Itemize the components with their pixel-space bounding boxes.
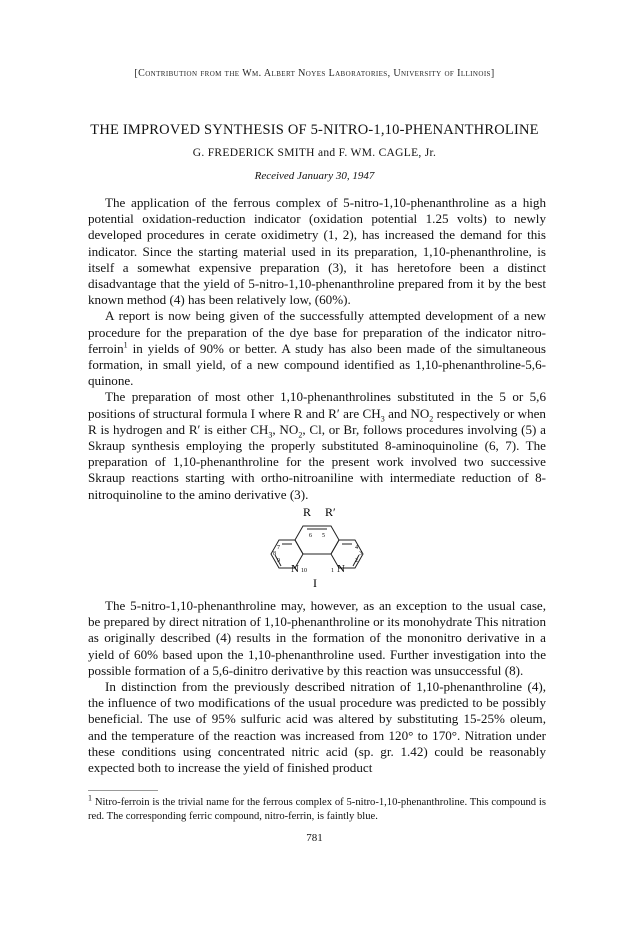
svg-text:1: 1	[331, 568, 334, 574]
paragraph-2: A report is now being given of the successfully attempted development of a new procedure for the preparation of the dye base for preparation of the indicator nitro-ferroin$^1$ in yields of 90% or better. A study has also been made of the simultaneous formation, in small yield, of a new compound identified as 1,10-phenanthroline-5,6-quinone.	[88, 308, 546, 389]
body-text-upper	[88, 195, 546, 503]
article-authors: G. FREDERICK SMITH and F. WM. CAGLE, Jr.	[192, 147, 437, 159]
footnote: $^1$ Nitro-ferroin is the trivial name for the ferrous complex of 5-nitro-1,10-phenanthroline. This compound is red. The corresponding ferric compound, nitro-ferrin, is faintly blue.	[88, 793, 546, 822]
substituent-r-prime: R′	[325, 505, 336, 519]
svg-text:10: 10	[301, 568, 307, 574]
nitrogen-1: N	[337, 563, 345, 575]
footnote-marker: 1	[123, 340, 128, 350]
body-text-lower	[88, 598, 546, 776]
formula-label: I	[313, 576, 317, 590]
svg-text:7: 7	[277, 545, 280, 551]
svg-text:4: 4	[355, 545, 358, 551]
received-date: Received January 30, 1947	[254, 170, 375, 182]
article-title: THE IMPROVED SYNTHESIS OF 5-NITRO-1,10-PHENANTHROLINE	[90, 122, 539, 138]
svg-text:8: 8	[273, 551, 276, 557]
paragraph-1: The application of the ferrous complex of 5-nitro-1,10-phenanthroline as a high potential oxidation-reduction indicator (oxidation potential 1.25 volts) to newly developed procedures in cerate oxidimetry (1, 2), has increased the demand for this indicator. Since the starting material used in its preparation, 1,10-phenanthroline, is itself a somewhat expensive preparation (3), it has heretofore been a distinct disadvantage that the yield of 5-nitro-1,10-phenanthroline prepared from it by the best known method (4) has been relatively low, (60%).	[88, 195, 546, 308]
svg-text:3: 3	[359, 551, 362, 557]
svg-text:5: 5	[322, 533, 325, 539]
paragraph-3: The preparation of most other 1,10-phenanthrolines substituted in the 5 or 5,6 positions of structural formula I where R and R′ are $CH_3$ and $NO_2$ respectively or when R is hydrogen and R′ is either $CH_3$, $NO_2$, Cl, or Br, follows procedures involving (5) a Skraup synthesis employing the properly substituted 8-aminoquinoline (6, 7). The preparation of 1,10-phenanthroline for the present work involved two successive Skraup reactions starting with ortho-nitroaniline with intermediate reduction of 8-nitroquinoline to the amino derivative (3).	[88, 389, 546, 502]
phenanthroline-structure-figure	[255, 505, 395, 590]
footnote-divider	[88, 790, 158, 791]
contribution-header: [Contribution from the Wm. Albert Noyes Laboratories, University of Illinois]	[134, 68, 495, 79]
svg-text:9: 9	[277, 558, 280, 564]
paragraph-4: The 5-nitro-1,10-phenanthroline may, however, as an exception to the usual case, be prepared by direct nitration of 1,10-phenanthroline or its monohydrate This nitration as originally described (4) results in the formation of the mononitro derivative in a yield of 60% based upon the 1,10-phenanthroline used. Further investigation into the possible formation of a 5,6-dinitro derivative by this reaction was unsuccessful (8).	[88, 598, 546, 678]
paragraph-5: In distinction from the previously described nitration of 1,10-phenanthroline (4), the influence of two modifications of the usual procedure was predicted to be possibly beneficial. The use of 95% sulfuric acid was altered by substituting 15-25% oleum, and the temperature of the reaction was increased from 120° to 170°. Nitration under these conditions using concentrated nitric acid (sp. gr. 1.42) could be reasonably expected both to increase the yield of finished product	[88, 679, 546, 776]
svg-text:2: 2	[355, 558, 358, 564]
svg-text:6: 6	[309, 533, 312, 539]
substituent-r: R	[303, 505, 312, 519]
nitrogen-10: N	[291, 563, 299, 575]
page-number: 781	[306, 832, 323, 844]
ring-bonds	[271, 526, 363, 568]
